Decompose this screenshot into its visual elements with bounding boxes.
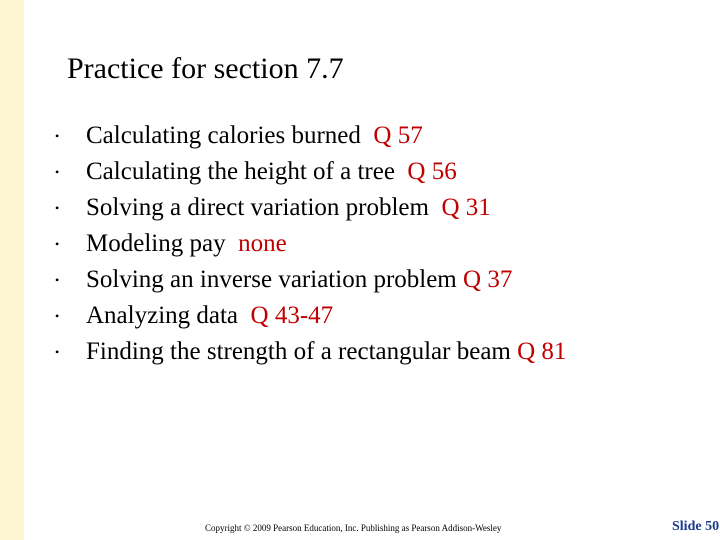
item-description: Solving an inverse variation problem bbox=[86, 266, 457, 293]
item-text bbox=[86, 154, 457, 190]
item-text bbox=[86, 262, 512, 298]
question-reference: Q 37 bbox=[463, 266, 513, 293]
question-reference: Q 57 bbox=[373, 122, 423, 149]
question-reference: Q 43-47 bbox=[250, 302, 334, 329]
item-text bbox=[86, 226, 287, 262]
bullet-dot-icon: • bbox=[55, 201, 60, 215]
item-text bbox=[86, 190, 491, 226]
item-description: Analyzing data bbox=[86, 302, 239, 329]
item-text bbox=[86, 298, 333, 334]
question-reference: Q 31 bbox=[441, 194, 491, 221]
slide-title: Practice for section 7.7 bbox=[67, 52, 344, 85]
item-description: Modeling pay bbox=[86, 230, 226, 257]
item-description: Finding the strength of a rectangular beam bbox=[86, 338, 511, 365]
bullet-dot-icon: • bbox=[55, 273, 60, 287]
question-reference: Q 56 bbox=[407, 158, 457, 185]
bullet-dot-icon: • bbox=[55, 165, 60, 179]
bullet-dot-icon: • bbox=[55, 129, 60, 143]
item-description: Calculating the height of a tree bbox=[86, 158, 395, 185]
item-description: Calculating calories burned bbox=[86, 122, 361, 149]
bullet-dot-icon: • bbox=[55, 309, 60, 323]
question-reference: none bbox=[238, 230, 287, 257]
copyright-footer: Copyright © 2009 Pearson Education, Inc. Publishing as Pearson Addison-Wesley bbox=[205, 523, 502, 533]
item-text bbox=[86, 118, 423, 154]
bullet-dot-icon: • bbox=[55, 237, 60, 251]
bullet-dot-icon: • bbox=[55, 345, 60, 359]
question-reference: Q 81 bbox=[517, 338, 567, 365]
item-description: Solving a direct variation problem bbox=[86, 194, 429, 221]
item-text bbox=[86, 334, 566, 370]
left-decorative-band bbox=[0, 0, 24, 540]
slide-number: Slide 50 bbox=[672, 519, 720, 534]
